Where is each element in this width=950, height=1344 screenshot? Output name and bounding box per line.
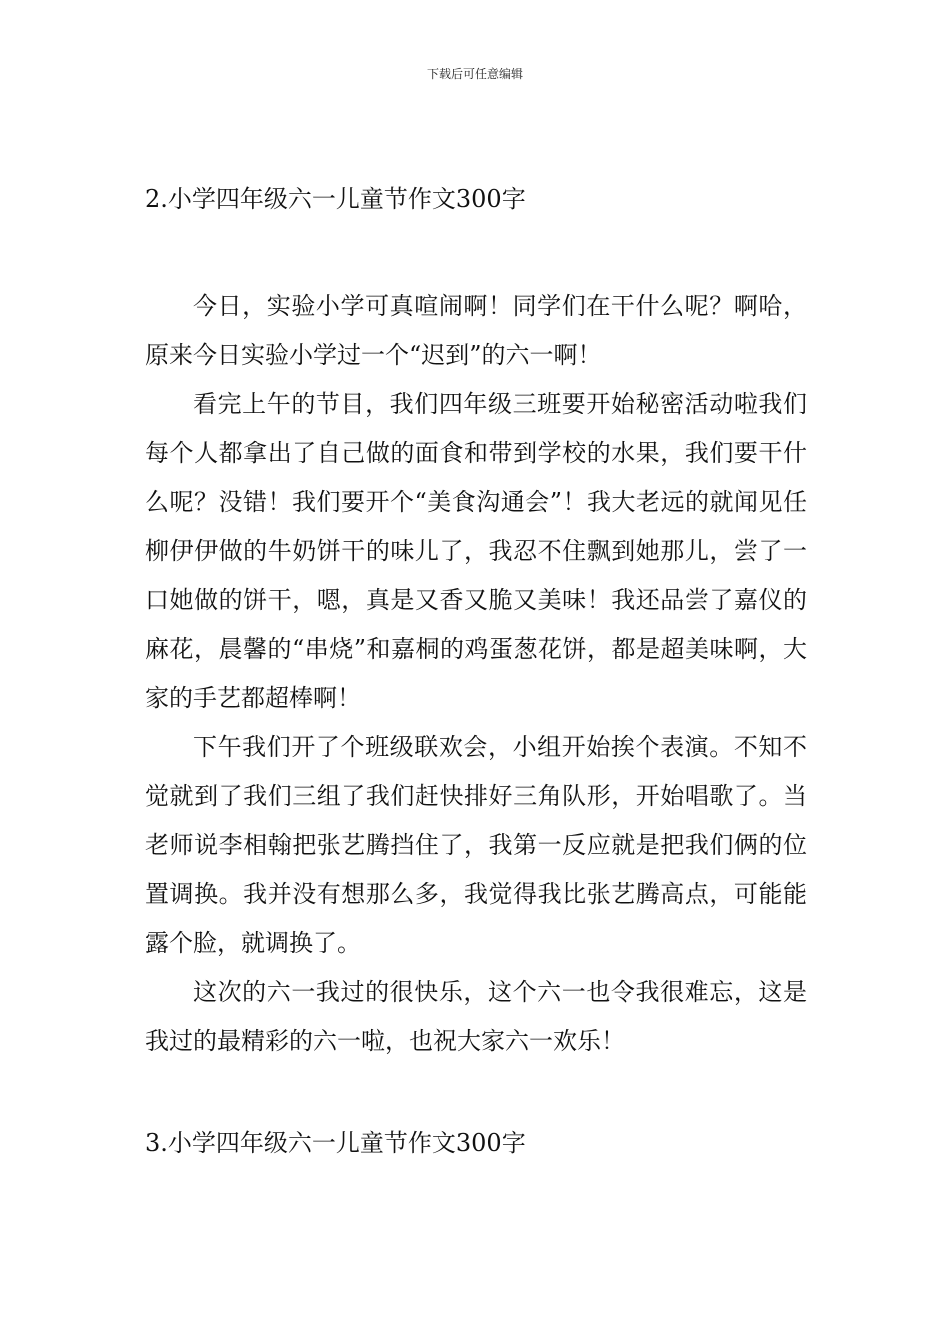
header-note: 下载后可任意编辑	[426, 67, 523, 81]
section-heading: 2.小学四年级六一儿童节作文300字	[145, 185, 526, 213]
paragraph: 下午我们开了个班级联欢会，小组开始挨个表演。不知不觉就到了我们三组了我们赶快排好三角队形，开始唱歌了。当老师说李相翰把张艺腾挡住了，我第一反应就是把我们俩的位置调换。我并没有想那么多，我觉得我比张艺腾高点，可能能露个脸，就调换了。	[145, 733, 807, 957]
paragraph: 今日，实验小学可真喧闹啊！同学们在干什么呢？啊哈，原来今日实验小学过一个“迟到”的六一啊！	[145, 292, 807, 369]
essay-body	[145, 282, 807, 1066]
paragraph: 看完上午的节目，我们四年级三班要开始秘密活动啦我们每个人都拿出了自己做的面食和带到学校的水果，我们要干什么呢？没错！我们要开个“美食沟通会”！我大老远的就闻见任柳伊伊做的牛奶饼干的味儿了，我忍不住飘到她那儿，尝了一口她做的饼干，嗯，真是又香又脆又美味！我还品尝了嘉仪的麻花，晨馨的“串烧”和嘉桐的鸡蛋葱花饼，都是超美味啊，大家的手艺都超棒啊！	[145, 390, 807, 712]
section-heading: 3.小学四年级六一儿童节作文300字	[145, 1129, 526, 1157]
paragraph: 这次的六一我过的很快乐，这个六一也令我很难忘，这是我过的最精彩的六一啦，也祝大家六一欢乐！	[145, 978, 807, 1055]
